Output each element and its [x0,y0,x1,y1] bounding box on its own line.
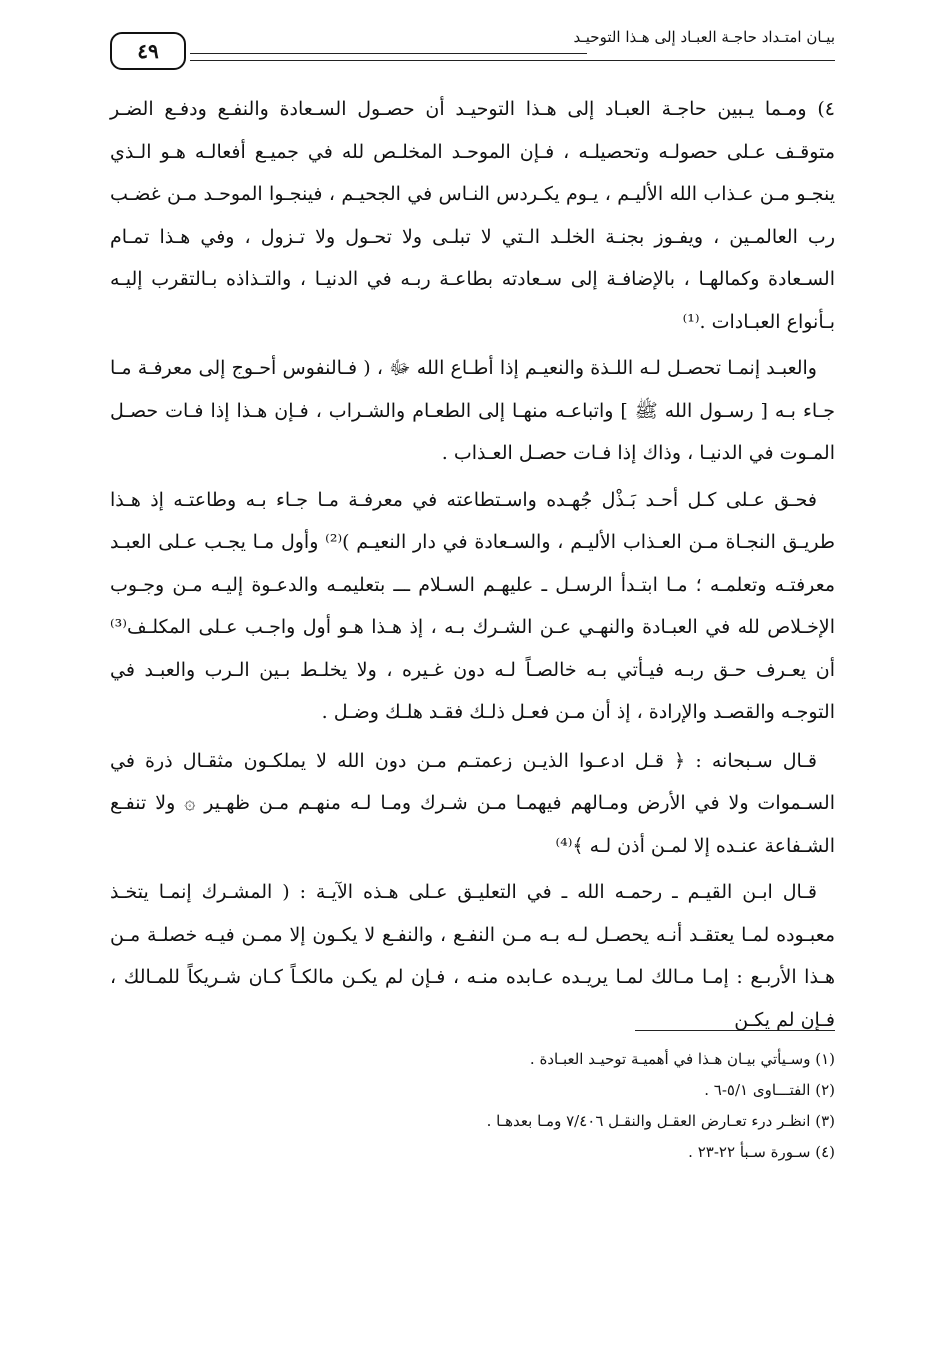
footnote-1: (١) وسـيأتي بيـان هـذا في أهميـة توحيـد العبـادة . [529,1050,835,1068]
paragraph-point-4: ٤) ومـما يـبين حاجـة العبـاد إلى هـذا التوحيـد أن حصـول السـعادة والنفـع ودفـع الضـر متوقـف عـلى حصولـه وتحصيلـه ، فـإن الموحـد المخلـص لله في جميـع أفعالـه هـو الـذي ينجـو مـن عـذاب الله الأليـم ، يـوم يكـردس النـاس في الجحيـم ، فينجـوا الموحـد مـن غضـب رب العالمـين ، ويفـوز بجنـة الخلـد الـتي لا تبلـى ولا تحـول ولا تـزول ، وفي هـذا تمـام السـعادة وكمالهـا ، بالإضافـة إلى سـعادته بطاعـة ربـه في الدنيـا ، والتـذاذه بـالتقرب إليـه بـأنواع العبـادات .⁽¹⁾ [110,98,835,333]
running-title: بيـان امتـداد حاجـة العبـاد إلى هـذا التوحيـد [573,28,835,46]
paragraph-quran-verse: قـال سـبحانه : ﴿ قـل ادعـوا الذيـن زعمتـم مـن دون الله لا يملكـون مثقـال ذرة في السـموات ولا في الأرض ومـالهم فيهمـا مـن شـرك ومـا لـه منهـم مـن ظهـير ۞ ولا تنفـع الشـفاعة عنـده إلا لمـن أذن لـه ﴾⁽⁴⁾ [110,749,835,857]
page-number: ٤٩ [110,32,186,70]
footnote-4: (٤) سـورة سـبأ ٢٢-٢٣ . [688,1143,835,1161]
header-rule-top [190,53,587,54]
paragraph-obligation: فحـق عـلى كـل أحـد بَـذْل جُهـده واسـتطاعته في معرفـة مـا جـاء بـه وطاعتـه إذ هـذا طريـق النجـاة مـن العـذاب الأليـم ، والسـعادة في دار النعيـم )⁽²⁾ وأول مـا يجـب عـلى العبـد معرفتـه وتعلمـه ؛ مـا ابتـدأ الرسـل ـ عليهـم السـلام ـــ بتعليمـه والدعـوة إليـه مـن وجـوب الإخـلاص لله في العبـادة والنهـي عـن الشـرك بـه ، إذ هـذا هـو أول واجـب عـلى المكلـف⁽³⁾ أن يعـرف حـق ربـه فيـأتي بـه خالصـاً لـه دون غـيره ، ولا يخلـط بـين الـرب والعبـد في التوجـه والقصـد والإرادة ، إذ أن مـن فعـل ذلـك فقـد هلـك وضـل . [110,488,835,723]
header-rule-bottom [190,60,835,61]
footnote-separator [635,1030,835,1031]
main-text [110,88,835,1045]
footnote-2: (٢) الفتـــاوى ٥/١-٦ . [704,1081,835,1099]
paragraph-servant-pleasure: والعبـد إنمـا تحصـل لـه اللـذة والنعيـم إذا أطـاع الله ﷻ ، ( فـالنفوس أحـوج إلى معرفـة مـا جـاء بـه [ رسـول الله ﷺ ] واتباعـه منهـا إلى الطعـام والشـراب ، فـإن هـذا إذا فـات حصـل المـوت في الدنيـا ، وذاك إذا فـات حصـل العـذاب . [110,357,835,464]
footnotes [235,1044,835,1168]
footnote-3: (٣) انظـر درء تعـارض العقـل والنقـل ٧/٤٠٦ ومـا بعدهـا . [486,1112,835,1130]
page-header [110,22,835,74]
paragraph-ibn-qayyim: قـال ابـن القيـم ـ رحمـه الله ـ في التعليـق عـلى هـذه الآيـة : ( المشـرك إنمـا يتخـذ معبـوده لمـا يعتقـد أنـه يحصـل لـه بـه مـن النفـع ، والنفـع لا يكـون إلا ممـن فيـه خصلـة مـن هـذا الأربـع : إمـا مـالك لمـا يريـده عـابده منـه ، فـإن لم يكـن مالكـاً كـان شـريكاً للمـالك ، فـإن لم يكـن [110,881,835,1031]
